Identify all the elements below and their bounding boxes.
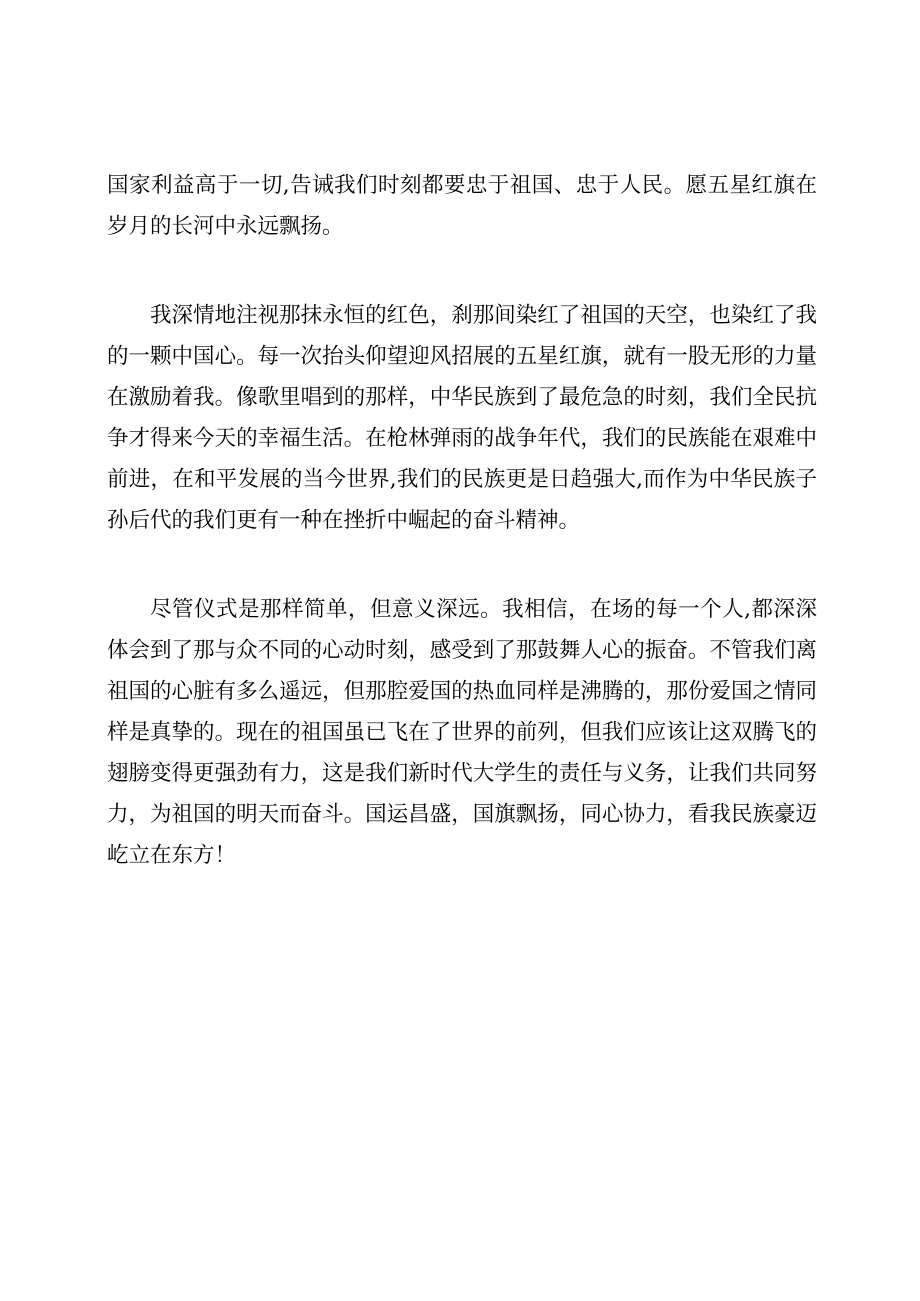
paragraph-flag-red: 我深情地注视那抹永恒的红色，刹那间染红了祖国的天空，也染红了我的一颗中国心。每一次抬头仰望迎风招展的五星红旗，就有一股无形的力量在激励着我。像歌里唱到的那样，中华民族到了最危急的时刻，我们全民抗争才得来今天的幸福生活。在枪林弹雨的战争年代，我们的民族能在艰难中前进，在和平发展的当今世界,我们的民族更是日趋强大,而作为中华民族子孙后代的我们更有一种在挫折中崛起的奋斗精神。 [107,303,817,533]
document-body [107,165,817,876]
paragraph-continued: 国家利益高于一切,告诫我们时刻都要忠于祖国、忠于人民。愿五星红旗在岁月的长河中永远飘扬。 [107,173,817,239]
paragraph-ceremony: 尽管仪式是那样简单，但意义深远。我相信，在场的每一个人,都深深体会到了那与众不同的心动时刻，感受到了那鼓舞人心的振奋。不管我们离祖国的心脏有多么遥远，但那腔爱国的热血同样是沸腾的，那份爱国之情同样是真挚的。现在的祖国虽已飞在了世界的前列，但我们应该让这双腾飞的翅膀变得更强劲有力，这是我们新时代大学生的责任与义务，让我们共同努力，为祖国的明天而奋斗。国运昌盛，国旗飘扬，同心协力，看我民族豪迈屹立在东方！ [107,597,817,868]
